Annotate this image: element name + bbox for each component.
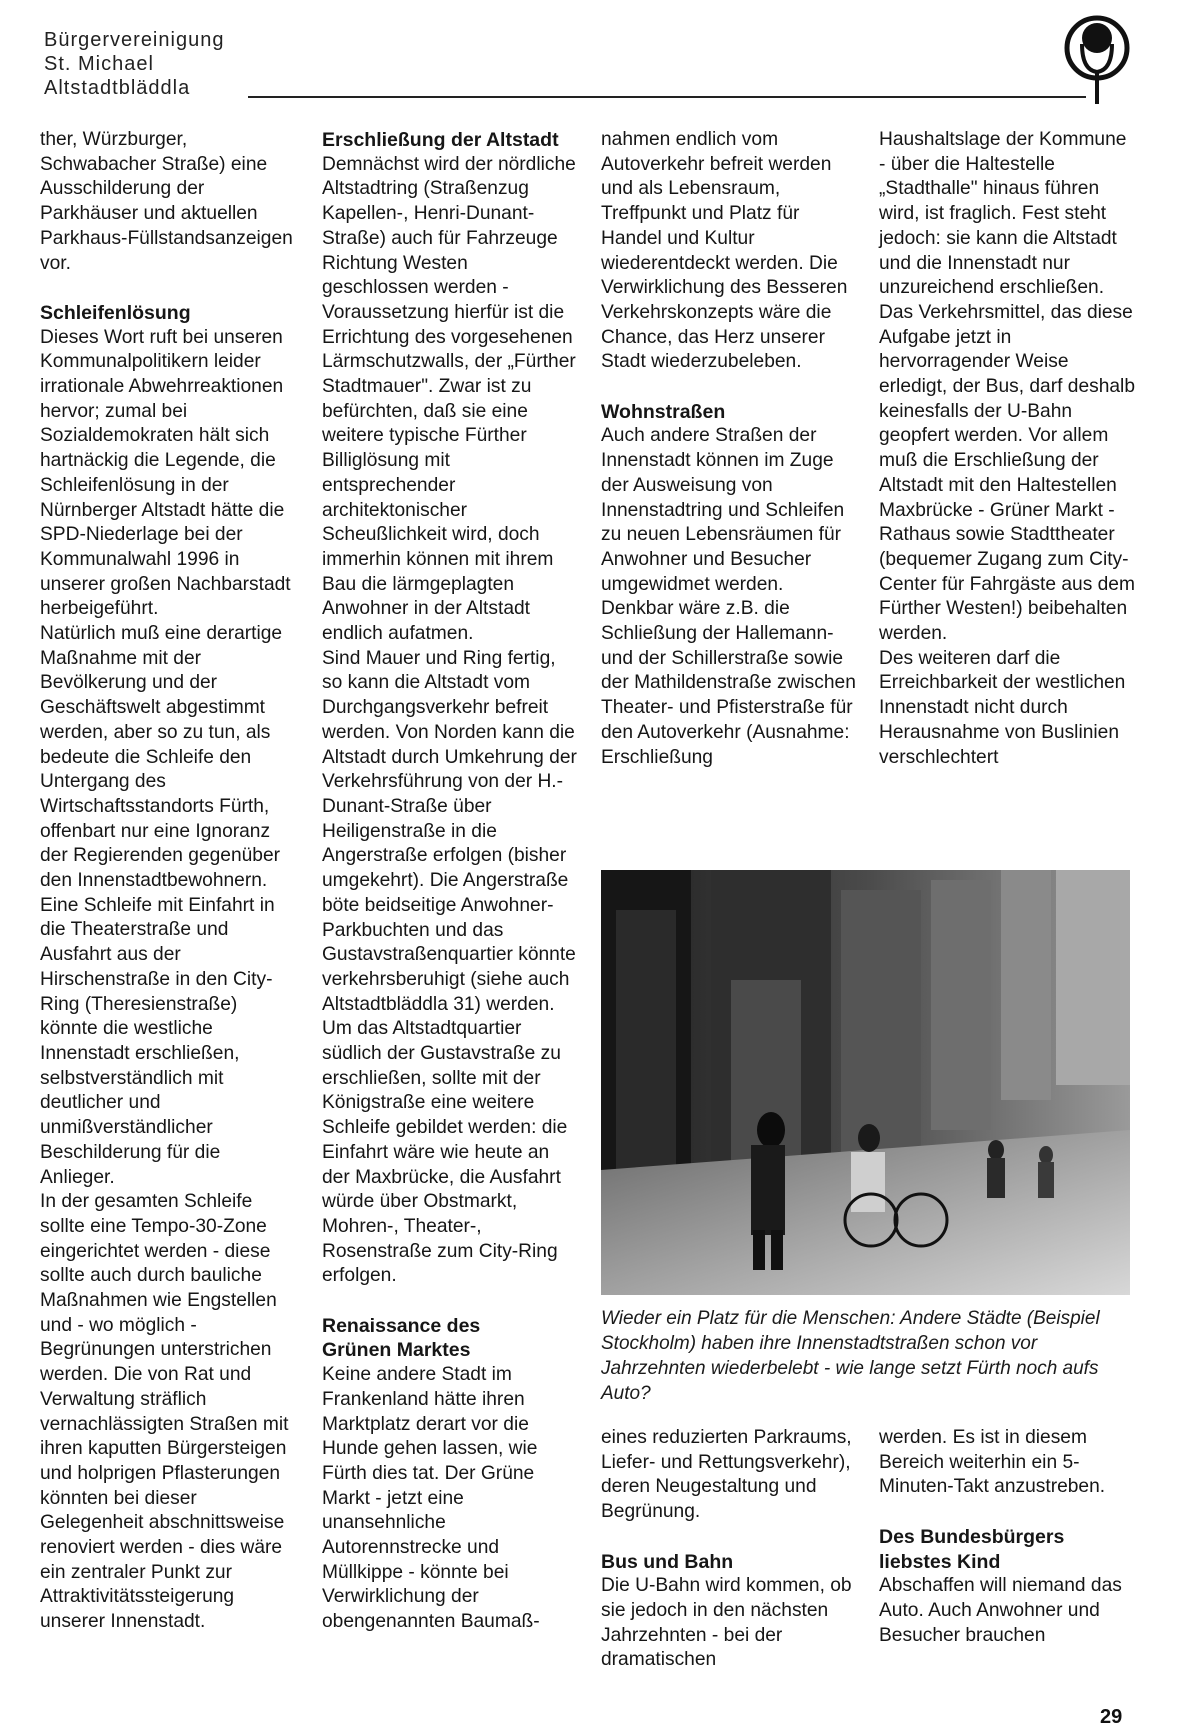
paragraph: Das Verkehrsmittel, das diese Aufgabe jetzt in hervorragender Weise erledigt, der Bus, darf deshalb keinesfalls der U-Bahn geopfert werden. Vor allem muß die Erschließung der Altstadt mit den Haltestellen Maxbrücke - Grüner Markt - Rathaus sowie Stadttheater (bequemer Zugang zum City-Center für Fahrgäste aus dem Fürther Westen!) beibehalten werden. [879, 301, 1135, 645]
masthead-line-1: Bürgervereinigung [44, 29, 225, 51]
column-2 [322, 128, 578, 1635]
masthead [44, 28, 224, 100]
paragraph: Haushaltslage der Kommune - über die Haltestelle „Stadthalle" hinaus führen wird, ist fraglich. Fest steht jedoch: sie kann die Altstadt und die Innenstadt nur unzureichend erschließen. [879, 129, 1127, 299]
bvsm-logo-icon [1060, 14, 1134, 106]
header-rule [248, 96, 1086, 98]
paragraph: Demnächst wird der nördliche Altstadtring (Straßenzug Kapellen-, Henri-Dunant-Straße) auch für Fahrzeuge Richtung Westen geschlossen werden - Voraussetzung hierfür ist die Errichtung des vorgesehenen Lärmschutzwalls, der „Fürther Stadtmauer". Zwar ist zu befürchten, daß sie eine weitere typische Fürther Billiglösung mit entsprechender architektonischer Scheußlichkeit wird, doch immerhin können mit ihrem Bau die lärmgeplagten Anwohner in der Altstadt endlich aufatmen. [322, 153, 576, 645]
paragraph: In der gesamten Schleife sollte eine Tempo-30-Zone eingerichtet werden - diese sollte auch durch bauliche Maßnahmen wie Engstellen und - wo möglich - Begrünungen unterstrichen werden. Die von Rat und Verwaltung sträflich vernachlässigten Straßen mit ihren kaputten Bürgersteigen und holprigen Pflasterungen könnten bei dieser Gelegenheit abschnittsweise renoviert werden - dies wäre ein zentraler Punkt zur Attraktivitätssteigerung unserer Innenstadt. [40, 1191, 289, 1633]
section-heading: Grünen Marktes [322, 1339, 471, 1362]
masthead-line-2: St. Michael [44, 53, 154, 75]
section-heading: Bus und Bahn [601, 1550, 734, 1573]
paragraph: ther, Würzburger, Schwabacher Straße) eine Ausschilderung der Parkhäuser und aktuellen Parkhaus-Füllstandsanzeigen vor. [40, 129, 293, 274]
section-heading: Wohnstraßen [601, 400, 726, 423]
section-heading: Des Bundesbürgers [879, 1525, 1065, 1548]
paragraph: Abschaffen will niemand das Auto. Auch Anwohner und Besucher brauchen [879, 1575, 1122, 1646]
column-4-bottom [879, 1426, 1136, 1648]
paragraph: Keine andere Stadt im Frankenland hätte ihren Marktplatz derart vor die Hunde gehen lassen, wie Fürth dies tat. Der Grüne Markt - jetzt eine unansehnliche Autorennstrecke und Müllkippe - könnte bei Verwirklichung der obengenannten Baumaß- [322, 1364, 540, 1633]
paragraph: Natürlich muß eine derartige Maßnahme mit der Bevölkerung und der Geschäftswelt abgestimmt werden, aber so zu tun, als bedeute die Schleife den Untergang des Wirtschaftsstandorts Fürth, offenbart nur eine Ignoranz der Regierenden gegenüber den Innenstadtbewohnern. Eine Schleife mit Einfahrt in die Theaterstraße und Ausfahrt aus der Hirschenstraße in den City-Ring (Theresienstraße) könnte die westliche Innenstadt erschließen, selbstverständlich mit deutlicher und unmißverständlicher Beschilderung für die Anlieger. [40, 623, 283, 1188]
section-heading: Renaissance des [322, 1314, 481, 1337]
column-3-bottom [601, 1426, 857, 1673]
column-4-top [879, 128, 1136, 770]
page-number: 29 [1100, 1706, 1123, 1728]
section-heading: Erschließung der Altstadt [322, 129, 559, 151]
paragraph: Sind Mauer und Ring fertig, so kann die Altstadt vom Durchgangsverkehr befreit werden. Von Norden kann die Altstadt durch Umkehrung der Verkehrsführung von der H.-Dunant-Straße über Heiligenstraße in die Angerstraße erfolgen (bisher umgekehrt). Die Angerstraße böte beidseitige Anwohner-Parkbuchten und das Gustavstraßenquartier könnte verkehrsberuhigt (siehe auch Altstadtbläddla 31) werden. [322, 647, 577, 1015]
masthead-line-3: Altstadtbläddla [44, 77, 191, 99]
photo-caption: Wieder ein Platz für die Menschen: Andere Städte (Beispiel Stockholm) haben ihre Innenstadtstraßen schon vor Jahrzehnten wiederbelebt - wie lange setzt Fürth noch aufs Auto? [601, 1308, 1100, 1404]
column-1 [40, 128, 296, 1635]
paragraph: nahmen endlich vom Autoverkehr befreit werden und als Lebensraum, Treffpunkt und Platz für Handel und Kultur wiederentdeckt werden. Die Verwirklichung des Besseren Verkehrskonzepts wäre die Chance, das Herz unserer Stadt wiederzubeleben. [601, 129, 848, 373]
section-heading: Schleifenlösung [40, 301, 191, 324]
paragraph: Auch andere Straßen der Innenstadt können im Zuge der Ausweisung von Innenstadtring und Schleifen zu neuen Lebensräumen für Anwohner und Besucher umgewidmet werden. Denkbar wäre z.B. die Schließung der Hallemann- und der Schillerstraße sowie der Mathildenstraße zwischen Theater- und Pfisterstraße für den Autoverkehr (Ausnahme: Erschließung [601, 425, 856, 768]
street-photo [601, 870, 1130, 1295]
paragraph: Des weiteren darf die Erreichbarkeit der westlichen Innenstadt nicht durch Herausnahme von Buslinien verschlechtert [879, 647, 1126, 768]
paragraph: eines reduzierten Parkraums, Liefer- und Rettungsverkehr), deren Neugestaltung und Begrünung. [601, 1427, 852, 1523]
paragraph: Um das Altstadtquartier südlich der Gustavstraße zu erschließen, sollte mit der Königstraße eine weitere Schleife gebildet werden: die Einfahrt wäre wie heute an der Maxbrücke, die Ausfahrt würde über Obstmarkt, Mohren-, Theater-, Rosenstraße zum City-Ring erfolgen. [322, 1018, 568, 1287]
paragraph: Dieses Wort ruft bei unseren Kommunalpolitikern leider irrationale Abwehrreaktionen hervor; zumal bei Sozialdemokraten hält sich hartnäckig die Legende, die Schleifenlösung in der Nürnberger Altstadt hätte die SPD-Niederlage bei der Kommunalwahl 1996 in unserer großen Nachbarstadt herbeigeführt. [40, 326, 291, 620]
paragraph: werden. Es ist in diesem Bereich weiterhin ein 5-Minuten-Takt anzustreben. [879, 1427, 1106, 1498]
paragraph: Die U-Bahn wird kommen, ob sie jedoch in den nächsten Jahrzehnten - bei der dramatischen [601, 1575, 852, 1671]
section-heading: liebstes Kind [879, 1550, 1001, 1573]
column-3-top [601, 128, 857, 770]
